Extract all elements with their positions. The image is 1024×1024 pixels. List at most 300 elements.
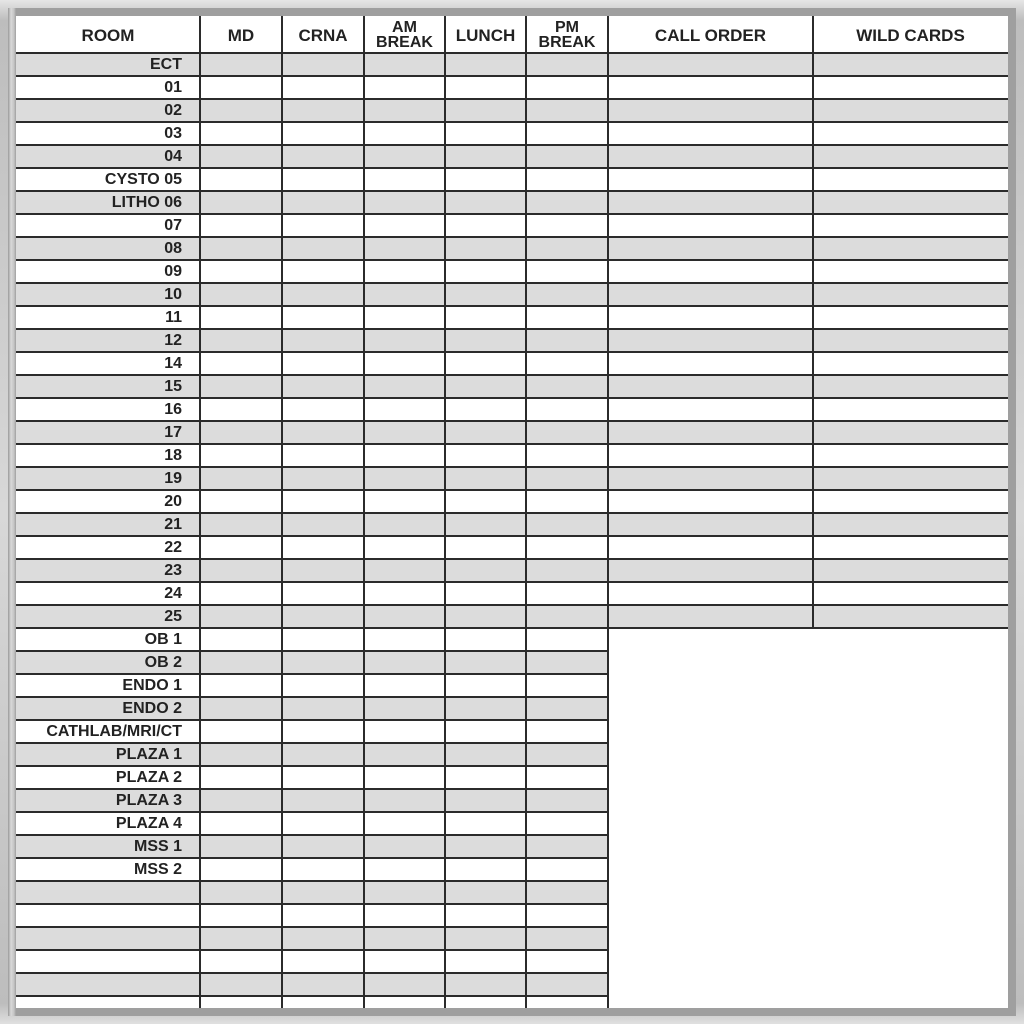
cell-md[interactable] bbox=[200, 882, 282, 905]
cell-lunch[interactable] bbox=[445, 629, 526, 652]
cell-lunch[interactable] bbox=[445, 169, 526, 192]
cell-pm-break[interactable] bbox=[526, 951, 608, 974]
cell-wild-cards[interactable] bbox=[813, 560, 1008, 583]
cell-crna[interactable] bbox=[282, 721, 364, 744]
cell-wild-cards[interactable] bbox=[813, 468, 1008, 491]
cell-md[interactable] bbox=[200, 606, 282, 629]
cell-crna[interactable] bbox=[282, 77, 364, 100]
cell-pm-break[interactable] bbox=[526, 652, 608, 675]
cell-crna[interactable] bbox=[282, 905, 364, 928]
cell-call-order[interactable] bbox=[608, 123, 813, 146]
room-label: OB 2 bbox=[16, 652, 200, 675]
cell-pm-break[interactable] bbox=[526, 537, 608, 560]
cell-md[interactable] bbox=[200, 399, 282, 422]
cell-lunch[interactable] bbox=[445, 376, 526, 399]
cell-lunch[interactable] bbox=[445, 675, 526, 698]
column-divider bbox=[363, 16, 365, 1008]
cell-wild-cards[interactable] bbox=[813, 445, 1008, 468]
cell-am-break[interactable] bbox=[364, 77, 445, 100]
cell-md[interactable] bbox=[200, 100, 282, 123]
cell-md[interactable] bbox=[200, 859, 282, 882]
cell-wild-cards[interactable] bbox=[813, 169, 1008, 192]
cell-md[interactable] bbox=[200, 928, 282, 951]
cell-crna[interactable] bbox=[282, 629, 364, 652]
cell-md[interactable] bbox=[200, 146, 282, 169]
cell-pm-break[interactable] bbox=[526, 859, 608, 882]
cell-call-order[interactable] bbox=[608, 261, 813, 284]
cell-lunch[interactable] bbox=[445, 192, 526, 215]
cell-pm-break[interactable] bbox=[526, 100, 608, 123]
cell-am-break[interactable] bbox=[364, 813, 445, 836]
cell-am-break[interactable] bbox=[364, 307, 445, 330]
cell-am-break[interactable] bbox=[364, 882, 445, 905]
room-label: 20 bbox=[16, 491, 200, 514]
cell-crna[interactable] bbox=[282, 974, 364, 997]
cell-call-order[interactable] bbox=[608, 330, 813, 353]
cell-md[interactable] bbox=[200, 238, 282, 261]
cell-md[interactable] bbox=[200, 767, 282, 790]
cell-call-order[interactable] bbox=[608, 169, 813, 192]
cell-crna[interactable] bbox=[282, 928, 364, 951]
cell-md[interactable] bbox=[200, 514, 282, 537]
cell-am-break[interactable] bbox=[364, 905, 445, 928]
cell-am-break[interactable] bbox=[364, 859, 445, 882]
cell-wild-cards[interactable] bbox=[813, 491, 1008, 514]
cell-call-order[interactable] bbox=[608, 445, 813, 468]
cell-md[interactable] bbox=[200, 307, 282, 330]
cell-lunch[interactable] bbox=[445, 974, 526, 997]
cell-lunch[interactable] bbox=[445, 445, 526, 468]
header-crna: CRNA bbox=[298, 25, 348, 45]
cell-crna[interactable] bbox=[282, 284, 364, 307]
cell-lunch[interactable] bbox=[445, 261, 526, 284]
cell-lunch[interactable] bbox=[445, 123, 526, 146]
cell-lunch[interactable] bbox=[445, 813, 526, 836]
cell-crna[interactable] bbox=[282, 54, 364, 77]
room-label bbox=[16, 905, 200, 928]
cell-wild-cards[interactable] bbox=[813, 399, 1008, 422]
cell-md[interactable] bbox=[200, 629, 282, 652]
cell-lunch[interactable] bbox=[445, 399, 526, 422]
cell-crna[interactable] bbox=[282, 422, 364, 445]
cell-md[interactable] bbox=[200, 77, 282, 100]
cell-wild-cards[interactable] bbox=[813, 192, 1008, 215]
cell-pm-break[interactable] bbox=[526, 790, 608, 813]
room-label bbox=[16, 928, 200, 951]
cell-wild-cards[interactable] bbox=[813, 422, 1008, 445]
cell-crna[interactable] bbox=[282, 767, 364, 790]
room-label: 24 bbox=[16, 583, 200, 606]
cell-md[interactable] bbox=[200, 652, 282, 675]
cell-md[interactable] bbox=[200, 491, 282, 514]
cell-md[interactable] bbox=[200, 836, 282, 859]
cell-am-break[interactable] bbox=[364, 445, 445, 468]
room-label: 11 bbox=[16, 307, 200, 330]
room-label: CYSTO 05 bbox=[16, 169, 200, 192]
cell-lunch[interactable] bbox=[445, 330, 526, 353]
cell-crna[interactable] bbox=[282, 790, 364, 813]
cell-am-break[interactable] bbox=[364, 169, 445, 192]
cell-call-order[interactable] bbox=[608, 307, 813, 330]
cell-md[interactable] bbox=[200, 54, 282, 77]
room-label: 08 bbox=[16, 238, 200, 261]
cell-lunch[interactable] bbox=[445, 77, 526, 100]
cell-md[interactable] bbox=[200, 330, 282, 353]
cell-crna[interactable] bbox=[282, 399, 364, 422]
cell-crna[interactable] bbox=[282, 330, 364, 353]
cell-lunch[interactable] bbox=[445, 491, 526, 514]
cell-crna[interactable] bbox=[282, 215, 364, 238]
cell-wild-cards[interactable] bbox=[813, 514, 1008, 537]
cell-call-order[interactable] bbox=[608, 422, 813, 445]
cell-md[interactable] bbox=[200, 353, 282, 376]
cell-pm-break[interactable] bbox=[526, 238, 608, 261]
cell-pm-break[interactable] bbox=[526, 146, 608, 169]
cell-pm-break[interactable] bbox=[526, 928, 608, 951]
cell-am-break[interactable] bbox=[364, 491, 445, 514]
cell-am-break[interactable] bbox=[364, 215, 445, 238]
cell-md[interactable] bbox=[200, 468, 282, 491]
cell-lunch[interactable] bbox=[445, 859, 526, 882]
cell-am-break[interactable] bbox=[364, 54, 445, 77]
room-label: 23 bbox=[16, 560, 200, 583]
cell-lunch[interactable] bbox=[445, 583, 526, 606]
cell-md[interactable] bbox=[200, 284, 282, 307]
cell-pm-break[interactable] bbox=[526, 215, 608, 238]
cell-pm-break[interactable] bbox=[526, 836, 608, 859]
cell-pm-break[interactable] bbox=[526, 399, 608, 422]
room-label: PLAZA 4 bbox=[16, 813, 200, 836]
column-divider bbox=[607, 16, 609, 1008]
cell-crna[interactable] bbox=[282, 813, 364, 836]
cell-am-break[interactable] bbox=[364, 652, 445, 675]
cell-wild-cards[interactable] bbox=[813, 353, 1008, 376]
cell-call-order[interactable] bbox=[608, 537, 813, 560]
cell-crna[interactable] bbox=[282, 675, 364, 698]
cell-call-order[interactable] bbox=[608, 353, 813, 376]
cell-pm-break[interactable] bbox=[526, 514, 608, 537]
cell-lunch[interactable] bbox=[445, 514, 526, 537]
cell-pm-break[interactable] bbox=[526, 813, 608, 836]
cell-md[interactable] bbox=[200, 376, 282, 399]
cell-md[interactable] bbox=[200, 537, 282, 560]
cell-am-break[interactable] bbox=[364, 330, 445, 353]
room-label: 03 bbox=[16, 123, 200, 146]
cell-md[interactable] bbox=[200, 675, 282, 698]
cell-am-break[interactable] bbox=[364, 928, 445, 951]
cell-am-break[interactable] bbox=[364, 951, 445, 974]
cell-lunch[interactable] bbox=[445, 215, 526, 238]
cell-crna[interactable] bbox=[282, 698, 364, 721]
room-label: 19 bbox=[16, 468, 200, 491]
cell-md[interactable] bbox=[200, 422, 282, 445]
cell-call-order[interactable] bbox=[608, 491, 813, 514]
cell-md[interactable] bbox=[200, 169, 282, 192]
cell-lunch[interactable] bbox=[445, 560, 526, 583]
cell-pm-break[interactable] bbox=[526, 905, 608, 928]
cell-crna[interactable] bbox=[282, 606, 364, 629]
cell-am-break[interactable] bbox=[364, 583, 445, 606]
cell-am-break[interactable] bbox=[364, 100, 445, 123]
cell-pm-break[interactable] bbox=[526, 192, 608, 215]
cell-lunch[interactable] bbox=[445, 353, 526, 376]
cell-call-order[interactable] bbox=[608, 146, 813, 169]
cell-pm-break[interactable] bbox=[526, 698, 608, 721]
cell-am-break[interactable] bbox=[364, 606, 445, 629]
cell-lunch[interactable] bbox=[445, 721, 526, 744]
cell-call-order[interactable] bbox=[608, 192, 813, 215]
cell-wild-cards[interactable] bbox=[813, 537, 1008, 560]
cell-lunch[interactable] bbox=[445, 238, 526, 261]
header-pm-break-line2: BREAK bbox=[538, 34, 596, 51]
cell-crna[interactable] bbox=[282, 169, 364, 192]
cell-pm-break[interactable] bbox=[526, 353, 608, 376]
cell-wild-cards[interactable] bbox=[813, 77, 1008, 100]
cell-md[interactable] bbox=[200, 583, 282, 606]
cell-call-order[interactable] bbox=[608, 215, 813, 238]
cell-crna[interactable] bbox=[282, 744, 364, 767]
cell-pm-break[interactable] bbox=[526, 629, 608, 652]
cell-am-break[interactable] bbox=[364, 146, 445, 169]
cell-am-break[interactable] bbox=[364, 537, 445, 560]
cell-lunch[interactable] bbox=[445, 951, 526, 974]
cell-call-order[interactable] bbox=[608, 54, 813, 77]
cell-pm-break[interactable] bbox=[526, 330, 608, 353]
cell-md[interactable] bbox=[200, 951, 282, 974]
cell-crna[interactable] bbox=[282, 261, 364, 284]
cell-am-break[interactable] bbox=[364, 629, 445, 652]
room-label: ENDO 2 bbox=[16, 698, 200, 721]
cell-call-order[interactable] bbox=[608, 100, 813, 123]
cell-pm-break[interactable] bbox=[526, 376, 608, 399]
cell-crna[interactable] bbox=[282, 537, 364, 560]
cell-pm-break[interactable] bbox=[526, 882, 608, 905]
cell-pm-break[interactable] bbox=[526, 54, 608, 77]
cell-am-break[interactable] bbox=[364, 675, 445, 698]
cell-call-order[interactable] bbox=[608, 468, 813, 491]
cell-call-order[interactable] bbox=[608, 284, 813, 307]
cell-md[interactable] bbox=[200, 790, 282, 813]
cell-crna[interactable] bbox=[282, 882, 364, 905]
cell-lunch[interactable] bbox=[445, 54, 526, 77]
cell-lunch[interactable] bbox=[445, 905, 526, 928]
cell-lunch[interactable] bbox=[445, 767, 526, 790]
room-label: 14 bbox=[16, 353, 200, 376]
cell-crna[interactable] bbox=[282, 238, 364, 261]
cell-lunch[interactable] bbox=[445, 836, 526, 859]
cell-md[interactable] bbox=[200, 698, 282, 721]
cell-pm-break[interactable] bbox=[526, 445, 608, 468]
room-label: MSS 2 bbox=[16, 859, 200, 882]
cell-crna[interactable] bbox=[282, 192, 364, 215]
room-label: 16 bbox=[16, 399, 200, 422]
room-label: 21 bbox=[16, 514, 200, 537]
cell-md[interactable] bbox=[200, 813, 282, 836]
cell-pm-break[interactable] bbox=[526, 77, 608, 100]
cell-wild-cards[interactable] bbox=[813, 583, 1008, 606]
cell-md[interactable] bbox=[200, 560, 282, 583]
cell-am-break[interactable] bbox=[364, 698, 445, 721]
cell-am-break[interactable] bbox=[364, 744, 445, 767]
cell-pm-break[interactable] bbox=[526, 491, 608, 514]
cell-crna[interactable] bbox=[282, 583, 364, 606]
cell-wild-cards[interactable] bbox=[813, 100, 1008, 123]
cell-md[interactable] bbox=[200, 215, 282, 238]
cell-wild-cards[interactable] bbox=[813, 261, 1008, 284]
cell-call-order[interactable] bbox=[608, 399, 813, 422]
cell-wild-cards[interactable] bbox=[813, 284, 1008, 307]
cell-pm-break[interactable] bbox=[526, 583, 608, 606]
cell-pm-break[interactable] bbox=[526, 284, 608, 307]
cell-am-break[interactable] bbox=[364, 422, 445, 445]
cell-lunch[interactable] bbox=[445, 100, 526, 123]
cell-crna[interactable] bbox=[282, 491, 364, 514]
cell-am-break[interactable] bbox=[364, 353, 445, 376]
cell-crna[interactable] bbox=[282, 514, 364, 537]
cell-md[interactable] bbox=[200, 261, 282, 284]
room-label: PLAZA 1 bbox=[16, 744, 200, 767]
room-label: ECT bbox=[16, 54, 200, 77]
cell-am-break[interactable] bbox=[364, 261, 445, 284]
cell-wild-cards[interactable] bbox=[813, 123, 1008, 146]
cell-md[interactable] bbox=[200, 123, 282, 146]
cell-call-order[interactable] bbox=[608, 514, 813, 537]
cell-crna[interactable] bbox=[282, 307, 364, 330]
room-label: 02 bbox=[16, 100, 200, 123]
cell-wild-cards[interactable] bbox=[813, 215, 1008, 238]
cell-lunch[interactable] bbox=[445, 422, 526, 445]
cell-pm-break[interactable] bbox=[526, 606, 608, 629]
cell-crna[interactable] bbox=[282, 100, 364, 123]
cell-md[interactable] bbox=[200, 445, 282, 468]
cell-crna[interactable] bbox=[282, 445, 364, 468]
cell-pm-break[interactable] bbox=[526, 767, 608, 790]
cell-crna[interactable] bbox=[282, 951, 364, 974]
cell-call-order[interactable] bbox=[608, 238, 813, 261]
room-label bbox=[16, 882, 200, 905]
cell-crna[interactable] bbox=[282, 353, 364, 376]
cell-am-break[interactable] bbox=[364, 560, 445, 583]
cell-am-break[interactable] bbox=[364, 192, 445, 215]
cell-wild-cards[interactable] bbox=[813, 146, 1008, 169]
cell-pm-break[interactable] bbox=[526, 744, 608, 767]
cell-lunch[interactable] bbox=[445, 790, 526, 813]
header-call-order: CALL ORDER bbox=[654, 25, 767, 45]
cell-wild-cards[interactable] bbox=[813, 238, 1008, 261]
cell-am-break[interactable] bbox=[364, 123, 445, 146]
cell-crna[interactable] bbox=[282, 376, 364, 399]
cell-lunch[interactable] bbox=[445, 606, 526, 629]
room-label: 18 bbox=[16, 445, 200, 468]
cell-crna[interactable] bbox=[282, 560, 364, 583]
cell-md[interactable] bbox=[200, 721, 282, 744]
cell-am-break[interactable] bbox=[364, 721, 445, 744]
cell-call-order[interactable] bbox=[608, 77, 813, 100]
cell-crna[interactable] bbox=[282, 836, 364, 859]
cell-pm-break[interactable] bbox=[526, 468, 608, 491]
column-divider bbox=[812, 16, 814, 629]
cell-crna[interactable] bbox=[282, 859, 364, 882]
cell-pm-break[interactable] bbox=[526, 169, 608, 192]
cell-am-break[interactable] bbox=[364, 836, 445, 859]
cell-crna[interactable] bbox=[282, 146, 364, 169]
cell-am-break[interactable] bbox=[364, 238, 445, 261]
cell-wild-cards[interactable] bbox=[813, 376, 1008, 399]
cell-crna[interactable] bbox=[282, 652, 364, 675]
cell-pm-break[interactable] bbox=[526, 123, 608, 146]
cell-md[interactable] bbox=[200, 905, 282, 928]
room-label: OB 1 bbox=[16, 629, 200, 652]
cell-pm-break[interactable] bbox=[526, 307, 608, 330]
cell-pm-break[interactable] bbox=[526, 261, 608, 284]
cell-wild-cards[interactable] bbox=[813, 54, 1008, 77]
room-label: PLAZA 3 bbox=[16, 790, 200, 813]
room-label: 12 bbox=[16, 330, 200, 353]
cell-wild-cards[interactable] bbox=[813, 307, 1008, 330]
cell-pm-break[interactable] bbox=[526, 974, 608, 997]
cell-call-order[interactable] bbox=[608, 560, 813, 583]
cell-call-order[interactable] bbox=[608, 583, 813, 606]
column-divider bbox=[281, 16, 283, 1008]
header-am-break-line2: BREAK bbox=[376, 34, 433, 51]
cell-am-break[interactable] bbox=[364, 284, 445, 307]
cell-wild-cards[interactable] bbox=[813, 330, 1008, 353]
cell-wild-cards[interactable] bbox=[813, 606, 1008, 629]
room-label: 07 bbox=[16, 215, 200, 238]
cell-md[interactable] bbox=[200, 192, 282, 215]
room-label: 04 bbox=[16, 146, 200, 169]
cell-call-order[interactable] bbox=[608, 376, 813, 399]
cell-am-break[interactable] bbox=[364, 468, 445, 491]
cell-lunch[interactable] bbox=[445, 146, 526, 169]
room-label: 10 bbox=[16, 284, 200, 307]
column-divider bbox=[199, 16, 201, 1008]
room-label: 09 bbox=[16, 261, 200, 284]
cell-am-break[interactable] bbox=[364, 514, 445, 537]
cell-lunch[interactable] bbox=[445, 698, 526, 721]
cell-lunch[interactable] bbox=[445, 744, 526, 767]
room-label: 15 bbox=[16, 376, 200, 399]
cell-lunch[interactable] bbox=[445, 652, 526, 675]
cell-am-break[interactable] bbox=[364, 399, 445, 422]
cell-am-break[interactable] bbox=[364, 376, 445, 399]
cell-am-break[interactable] bbox=[364, 790, 445, 813]
cell-am-break[interactable] bbox=[364, 767, 445, 790]
room-label: 17 bbox=[16, 422, 200, 445]
cell-crna[interactable] bbox=[282, 123, 364, 146]
room-label: MSS 1 bbox=[16, 836, 200, 859]
cell-lunch[interactable] bbox=[445, 468, 526, 491]
cell-lunch[interactable] bbox=[445, 882, 526, 905]
cell-pm-break[interactable] bbox=[526, 422, 608, 445]
cell-pm-break[interactable] bbox=[526, 675, 608, 698]
room-label bbox=[16, 951, 200, 974]
cell-lunch[interactable] bbox=[445, 537, 526, 560]
cell-call-order[interactable] bbox=[608, 606, 813, 629]
cell-lunch[interactable] bbox=[445, 284, 526, 307]
cell-crna[interactable] bbox=[282, 468, 364, 491]
cell-am-break[interactable] bbox=[364, 974, 445, 997]
cell-lunch[interactable] bbox=[445, 307, 526, 330]
cell-md[interactable] bbox=[200, 744, 282, 767]
header-am-break bbox=[364, 16, 445, 54]
cell-pm-break[interactable] bbox=[526, 721, 608, 744]
cell-pm-break[interactable] bbox=[526, 560, 608, 583]
room-label: ENDO 1 bbox=[16, 675, 200, 698]
cell-lunch[interactable] bbox=[445, 928, 526, 951]
room-label: 25 bbox=[16, 606, 200, 629]
cell-md[interactable] bbox=[200, 974, 282, 997]
